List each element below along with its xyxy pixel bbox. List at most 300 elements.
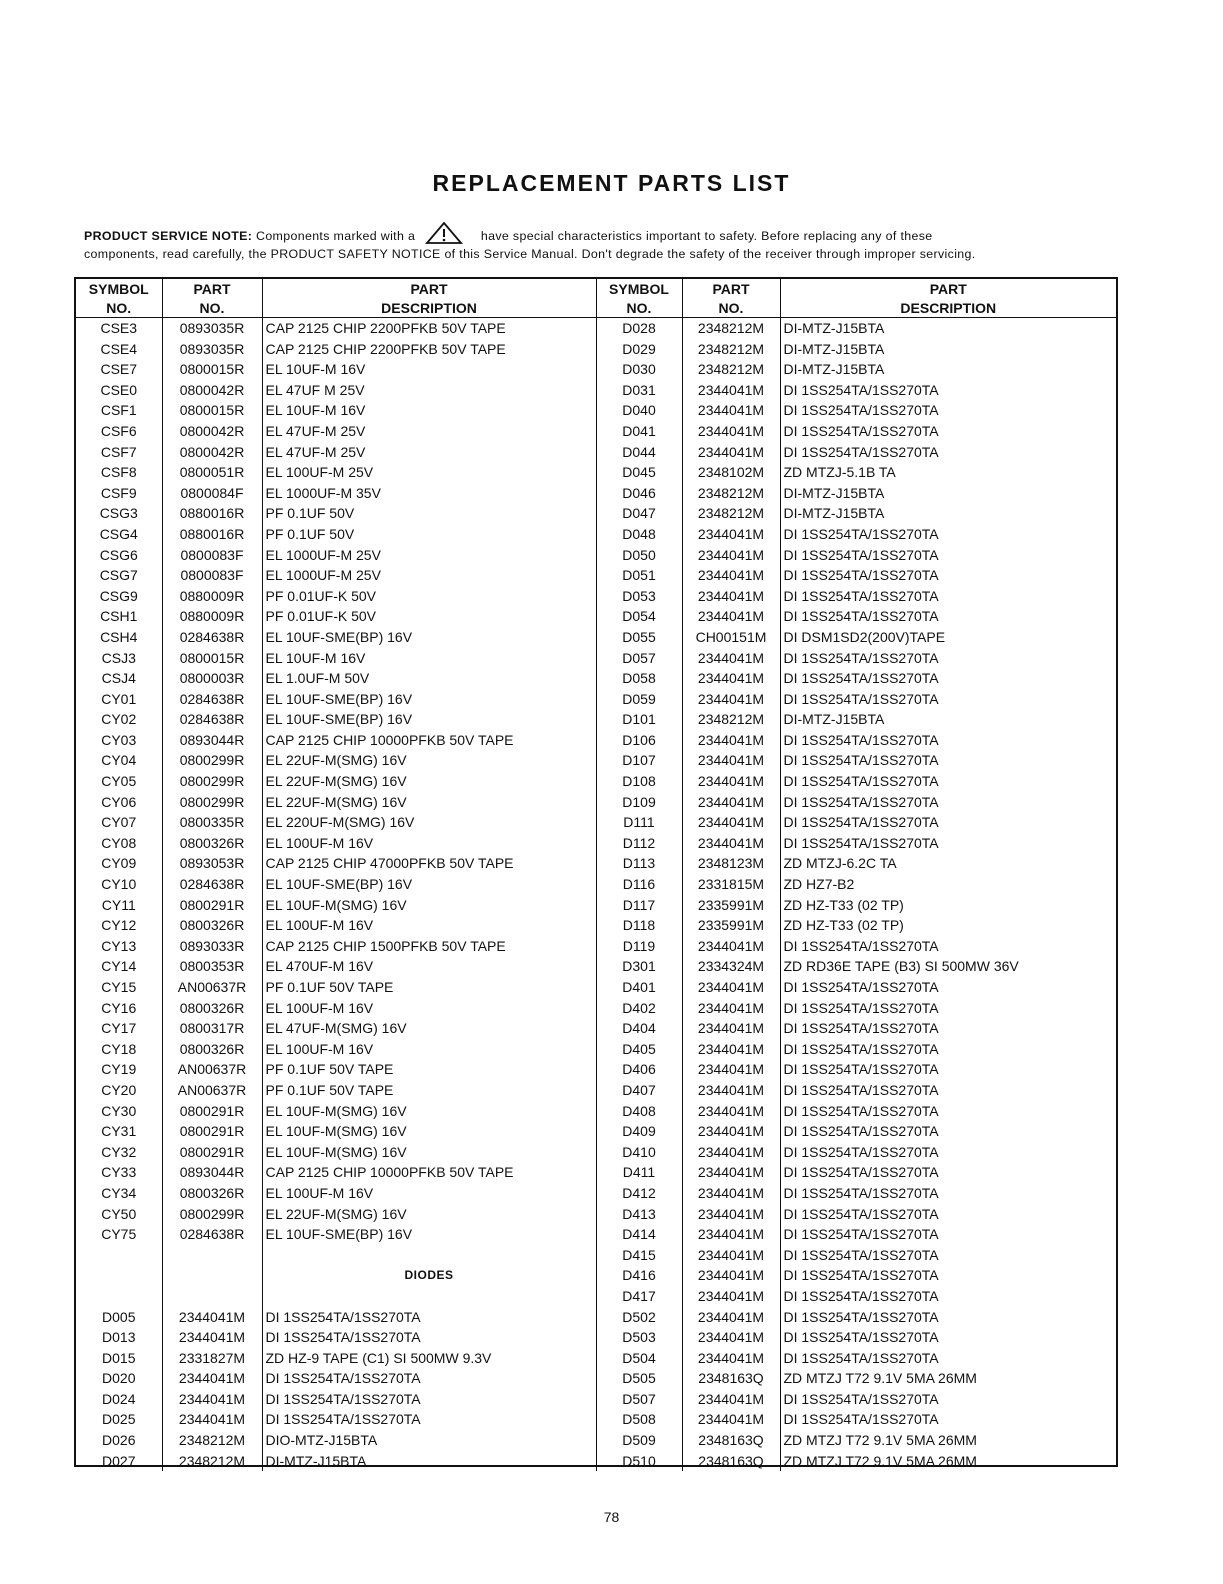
table-row bbox=[76, 1348, 1116, 1369]
part-no-cell: 2344041M bbox=[682, 1101, 780, 1122]
symbol-cell: CY33 bbox=[76, 1162, 162, 1183]
table-row bbox=[76, 483, 1116, 504]
part-no-cell: 0880016R bbox=[162, 503, 262, 524]
part-no-cell: 2348212M bbox=[162, 1430, 262, 1451]
description-cell: DI 1SS254TA/1SS270TA bbox=[783, 1143, 939, 1160]
description-cell: EL 10UF-M(SMG) 16V bbox=[262, 1121, 596, 1142]
description-cell: DI 1SS254TA/1SS270TA bbox=[783, 402, 939, 419]
table-row bbox=[76, 1265, 1116, 1286]
description-cell: DI 1SS254TA/1SS270TA bbox=[783, 1329, 939, 1346]
description-cell: DI 1SS254TA/1SS270TA bbox=[783, 1267, 939, 1284]
symbol-cell: D415 bbox=[596, 1245, 682, 1266]
symbol-cell: D301 bbox=[596, 956, 682, 977]
part-no-cell: 0800317R bbox=[162, 1018, 262, 1039]
table-row bbox=[76, 380, 1116, 401]
part-no-cell: 2348102M bbox=[682, 462, 780, 483]
description-cell: DI 1SS254TA/1SS270TA bbox=[783, 690, 939, 707]
description-cell: EL 10UF-M 16V bbox=[262, 648, 596, 669]
symbol-cell: D050 bbox=[596, 545, 682, 566]
part-no-cell: 2344041M bbox=[682, 1018, 780, 1039]
symbol-cell: D028 bbox=[596, 318, 682, 339]
description-cell: DI-MTZ-J15BTA bbox=[783, 340, 885, 357]
description-cell: EL 10UF-M(SMG) 16V bbox=[262, 1101, 596, 1122]
symbol-cell: D407 bbox=[596, 1080, 682, 1101]
table-row bbox=[76, 586, 1116, 607]
description-cell: DI 1SS254TA/1SS270TA bbox=[783, 834, 939, 851]
description-cell: DI 1SS254TA/1SS270TA bbox=[783, 1390, 939, 1407]
symbol-cell: D031 bbox=[596, 380, 682, 401]
part-no-cell: 2344041M bbox=[682, 689, 780, 710]
part-no-cell: 2348212M bbox=[682, 709, 780, 730]
part-no-cell: 2344041M bbox=[682, 1059, 780, 1080]
description-cell: DI 1SS254TA/1SS270TA bbox=[783, 1246, 939, 1263]
description-cell: DI 1SS254TA/1SS270TA bbox=[783, 1020, 939, 1037]
part-no-cell: 2344041M bbox=[682, 1039, 780, 1060]
description-cell: EL 10UF-SME(BP) 16V bbox=[262, 689, 596, 710]
symbol-cell: CY06 bbox=[76, 792, 162, 813]
description-cell: ZD MTZJ T72 9.1V 5MA 26MM bbox=[783, 1432, 977, 1449]
header-symbol-no: NO. bbox=[76, 298, 162, 318]
part-no-cell: 0284638R bbox=[162, 1224, 262, 1245]
service-note-text-before: Components marked with a bbox=[256, 229, 416, 243]
part-no-cell: 2348163Q bbox=[682, 1430, 780, 1451]
part-no-cell: 0800291R bbox=[162, 1121, 262, 1142]
symbol-cell: CSE3 bbox=[76, 318, 162, 339]
parts-table-frame bbox=[74, 277, 1118, 1467]
description-cell: DI 1SS254TA/1SS270TA bbox=[783, 1349, 939, 1366]
symbol-cell: CY14 bbox=[76, 956, 162, 977]
part-no-cell: AN00637R bbox=[162, 1059, 262, 1080]
description-cell: EL 100UF-M 16V bbox=[262, 1183, 596, 1204]
description-cell: DI 1SS254TA/1SS270TA bbox=[783, 1164, 939, 1181]
part-no-cell: 2344041M bbox=[682, 1121, 780, 1142]
header-row-1 bbox=[76, 279, 1116, 298]
warning-triangle-icon bbox=[425, 222, 463, 244]
description-cell: EL 100UF-M 16V bbox=[262, 1039, 596, 1060]
symbol-cell: CY31 bbox=[76, 1121, 162, 1142]
table-row bbox=[76, 998, 1116, 1019]
description-cell: EL 10UF-M 16V bbox=[262, 359, 596, 380]
symbol-cell: D059 bbox=[596, 689, 682, 710]
part-no-cell: 2344041M bbox=[682, 1245, 780, 1266]
description-cell: DI 1SS254TA/1SS270TA bbox=[783, 773, 939, 790]
part-no-cell: 2348212M bbox=[682, 503, 780, 524]
symbol-cell: CSH4 bbox=[76, 627, 162, 648]
part-no-cell: 2348212M bbox=[682, 359, 780, 380]
part-no-cell: 0880009R bbox=[162, 606, 262, 627]
part-no-cell: 0800299R bbox=[162, 792, 262, 813]
part-no-cell: 2344041M bbox=[682, 606, 780, 627]
section-heading: DIODES bbox=[262, 1265, 596, 1286]
part-no-cell: 0800291R bbox=[162, 895, 262, 916]
description-cell: CAP 2125 CHIP 47000PFKB 50V TAPE bbox=[262, 853, 596, 874]
part-no-cell: 2344041M bbox=[682, 1389, 780, 1410]
description-cell: DI 1SS254TA/1SS270TA bbox=[783, 1102, 939, 1119]
part-no-cell: 2348212M bbox=[162, 1451, 262, 1472]
symbol-cell: CSF8 bbox=[76, 462, 162, 483]
symbol-cell: D507 bbox=[596, 1389, 682, 1410]
header-description-right: DESCRIPTION bbox=[780, 298, 1116, 318]
table-row bbox=[76, 956, 1116, 977]
part-no-cell: 2344041M bbox=[682, 833, 780, 854]
description-cell: ZD MTZJ-6.2C TA bbox=[783, 855, 897, 872]
symbol-cell bbox=[76, 1245, 162, 1266]
description-cell: DI 1SS254TA/1SS270TA bbox=[783, 567, 939, 584]
description-cell: CAP 2125 CHIP 2200PFKB 50V TAPE bbox=[262, 318, 596, 339]
description-cell: DI 1SS254TA/1SS270TA bbox=[262, 1389, 596, 1410]
symbol-cell: CSF1 bbox=[76, 400, 162, 421]
symbol-cell: D410 bbox=[596, 1142, 682, 1163]
header-part-description: PART bbox=[262, 279, 596, 298]
part-no-cell: 0893035R bbox=[162, 339, 262, 360]
description-cell: DI 1SS254TA/1SS270TA bbox=[783, 752, 939, 769]
symbol-cell: D413 bbox=[596, 1204, 682, 1225]
header-part-no-right: PART bbox=[682, 279, 780, 298]
symbol-cell: CSE7 bbox=[76, 359, 162, 380]
table-row bbox=[76, 565, 1116, 586]
part-no-cell: AN00637R bbox=[162, 977, 262, 998]
part-no-cell: 2344041M bbox=[682, 1224, 780, 1245]
symbol-cell: CSG7 bbox=[76, 565, 162, 586]
symbol-cell: D046 bbox=[596, 483, 682, 504]
description-cell: ZD MTZJ T72 9.1V 5MA 26MM bbox=[783, 1452, 977, 1469]
table-row bbox=[76, 915, 1116, 936]
table-row bbox=[76, 1286, 1116, 1307]
description-cell: DI 1SS254TA/1SS270TA bbox=[783, 1287, 939, 1304]
part-no-cell: 0800083F bbox=[162, 545, 262, 566]
symbol-cell: CSJ4 bbox=[76, 668, 162, 689]
description-cell: PF 0.01UF-K 50V bbox=[262, 586, 596, 607]
symbol-cell: D051 bbox=[596, 565, 682, 586]
part-no-cell: 2344041M bbox=[682, 977, 780, 998]
description-cell: DI 1SS254TA/1SS270TA bbox=[262, 1368, 596, 1389]
part-no-cell: 2331815M bbox=[682, 874, 780, 895]
symbol-cell: D510 bbox=[596, 1451, 682, 1472]
description-cell: EL 47UF-M(SMG) 16V bbox=[262, 1018, 596, 1039]
description-cell: DI 1SS254TA/1SS270TA bbox=[783, 381, 939, 398]
symbol-cell: CY17 bbox=[76, 1018, 162, 1039]
description-cell: DI 1SS254TA/1SS270TA bbox=[783, 587, 939, 604]
description-cell: EL 10UF-SME(BP) 16V bbox=[262, 709, 596, 730]
part-no-cell: 2344041M bbox=[682, 1080, 780, 1101]
symbol-cell: CY50 bbox=[76, 1204, 162, 1225]
symbol-cell: D414 bbox=[596, 1224, 682, 1245]
symbol-cell: CY11 bbox=[76, 895, 162, 916]
part-no-cell: 2344041M bbox=[682, 586, 780, 607]
symbol-cell: D040 bbox=[596, 400, 682, 421]
description-cell: DI-MTZ-J15BTA bbox=[783, 711, 885, 728]
part-no-cell bbox=[162, 1286, 262, 1307]
description-cell bbox=[262, 1286, 596, 1307]
symbol-cell: D041 bbox=[596, 421, 682, 442]
table-row bbox=[76, 936, 1116, 957]
symbol-cell: D111 bbox=[596, 812, 682, 833]
symbol-cell: D119 bbox=[596, 936, 682, 957]
symbol-cell: CY15 bbox=[76, 977, 162, 998]
symbol-cell: CSG4 bbox=[76, 524, 162, 545]
symbol-cell: CSJ3 bbox=[76, 648, 162, 669]
table-row bbox=[76, 1162, 1116, 1183]
description-cell: DI-MTZ-J15BTA bbox=[783, 361, 885, 378]
description-cell: DI 1SS254TA/1SS270TA bbox=[783, 1184, 939, 1201]
symbol-cell: D113 bbox=[596, 853, 682, 874]
part-no-cell: 2344041M bbox=[682, 1265, 780, 1286]
symbol-cell: D030 bbox=[596, 359, 682, 380]
table-row bbox=[76, 606, 1116, 627]
symbol-cell: D402 bbox=[596, 998, 682, 1019]
part-no-cell: 0800015R bbox=[162, 359, 262, 380]
service-note-label: PRODUCT SERVICE NOTE: bbox=[84, 229, 253, 243]
symbol-cell: CY32 bbox=[76, 1142, 162, 1163]
part-no-cell: 2344041M bbox=[682, 380, 780, 401]
part-no-cell: 0800042R bbox=[162, 380, 262, 401]
symbol-cell: CSE4 bbox=[76, 339, 162, 360]
description-cell: ZD HZ7-B2 bbox=[783, 876, 855, 893]
part-no-cell: 0800042R bbox=[162, 442, 262, 463]
description-cell: DI DSM1SD2(200V)TAPE bbox=[783, 628, 946, 645]
table-row bbox=[76, 1183, 1116, 1204]
header-part-no: PART bbox=[162, 279, 262, 298]
table-row bbox=[76, 874, 1116, 895]
part-no-cell: 0893033R bbox=[162, 936, 262, 957]
symbol-cell: D047 bbox=[596, 503, 682, 524]
part-no-cell: 2348212M bbox=[682, 339, 780, 360]
part-no-cell: 0800299R bbox=[162, 771, 262, 792]
description-cell: DI 1SS254TA/1SS270TA bbox=[783, 670, 939, 687]
part-no-cell: 0800326R bbox=[162, 998, 262, 1019]
part-no-cell: 0800015R bbox=[162, 648, 262, 669]
table-row bbox=[76, 709, 1116, 730]
symbol-cell: CY07 bbox=[76, 812, 162, 833]
symbol-cell: D058 bbox=[596, 668, 682, 689]
table-row bbox=[76, 668, 1116, 689]
table-row bbox=[76, 853, 1116, 874]
table-row bbox=[76, 1389, 1116, 1410]
description-cell: DI 1SS254TA/1SS270TA bbox=[783, 999, 939, 1016]
part-no-cell: 2344041M bbox=[682, 648, 780, 669]
description-cell: EL 10UF-M(SMG) 16V bbox=[262, 895, 596, 916]
header-row-2 bbox=[76, 298, 1116, 318]
part-no-cell: 0800042R bbox=[162, 421, 262, 442]
part-no-cell: 2348212M bbox=[682, 483, 780, 504]
symbol-cell: CY16 bbox=[76, 998, 162, 1019]
table-row bbox=[76, 1327, 1116, 1348]
description-cell: EL 1000UF-M 25V bbox=[262, 545, 596, 566]
description-cell: ZD HZ-T33 (02 TP) bbox=[783, 896, 904, 913]
table-row bbox=[76, 1059, 1116, 1080]
part-no-cell: 0800299R bbox=[162, 750, 262, 771]
part-no-cell: 2344041M bbox=[682, 1409, 780, 1430]
description-cell: ZD HZ-9 TAPE (C1) SI 500MW 9.3V bbox=[262, 1348, 596, 1369]
symbol-cell: CY20 bbox=[76, 1080, 162, 1101]
description-cell bbox=[262, 1245, 596, 1266]
description-cell: EL 10UF-M(SMG) 16V bbox=[262, 1142, 596, 1163]
symbol-cell: D045 bbox=[596, 462, 682, 483]
part-no-cell: 0800326R bbox=[162, 915, 262, 936]
symbol-cell: D107 bbox=[596, 750, 682, 771]
part-no-cell: 2344041M bbox=[682, 442, 780, 463]
symbol-cell: D025 bbox=[76, 1409, 162, 1430]
description-cell: DI 1SS254TA/1SS270TA bbox=[783, 814, 939, 831]
table-row bbox=[76, 1039, 1116, 1060]
part-no-cell: 2344041M bbox=[682, 1183, 780, 1204]
part-no-cell: 2344041M bbox=[682, 524, 780, 545]
table-row bbox=[76, 524, 1116, 545]
part-no-cell: 2344041M bbox=[682, 792, 780, 813]
symbol-cell: D412 bbox=[596, 1183, 682, 1204]
description-cell: DI 1SS254TA/1SS270TA bbox=[783, 546, 939, 563]
symbol-cell: D118 bbox=[596, 915, 682, 936]
header-symbol: SYMBOL bbox=[76, 279, 162, 298]
description-cell: CAP 2125 CHIP 2200PFKB 50V TAPE bbox=[262, 339, 596, 360]
symbol-cell: D401 bbox=[596, 977, 682, 998]
table-row bbox=[76, 977, 1116, 998]
table-row bbox=[76, 648, 1116, 669]
part-no-cell: 0800326R bbox=[162, 833, 262, 854]
symbol-cell: D106 bbox=[596, 730, 682, 751]
part-no-cell: 2344041M bbox=[682, 771, 780, 792]
description-cell: DI-MTZ-J15BTA bbox=[783, 484, 885, 501]
symbol-cell: D057 bbox=[596, 648, 682, 669]
symbol-cell: D109 bbox=[596, 792, 682, 813]
symbol-cell: D044 bbox=[596, 442, 682, 463]
description-cell: DI 1SS254TA/1SS270TA bbox=[262, 1409, 596, 1430]
part-no-cell: 2331827M bbox=[162, 1348, 262, 1369]
symbol-cell: CSF9 bbox=[76, 483, 162, 504]
table-row bbox=[76, 771, 1116, 792]
symbol-cell: D411 bbox=[596, 1162, 682, 1183]
symbol-cell: D417 bbox=[596, 1286, 682, 1307]
table-row bbox=[76, 833, 1116, 854]
part-no-cell: 2348163Q bbox=[682, 1451, 780, 1472]
table-row bbox=[76, 812, 1116, 833]
symbol-cell: D405 bbox=[596, 1039, 682, 1060]
description-cell: EL 220UF-M(SMG) 16V bbox=[262, 812, 596, 833]
table-row bbox=[76, 1307, 1116, 1328]
part-no-cell: 0893053R bbox=[162, 853, 262, 874]
table-row bbox=[76, 792, 1116, 813]
symbol-cell: CY19 bbox=[76, 1059, 162, 1080]
part-no-cell: 2344041M bbox=[682, 1142, 780, 1163]
symbol-cell: CY03 bbox=[76, 730, 162, 751]
symbol-cell: D054 bbox=[596, 606, 682, 627]
part-no-cell: 0893035R bbox=[162, 318, 262, 339]
parts-table bbox=[76, 279, 1116, 1471]
part-no-cell: AN00637R bbox=[162, 1080, 262, 1101]
description-cell: DI 1SS254TA/1SS270TA bbox=[783, 1040, 939, 1057]
table-row bbox=[76, 730, 1116, 751]
description-cell: DI 1SS254TA/1SS270TA bbox=[262, 1327, 596, 1348]
table-row bbox=[76, 1142, 1116, 1163]
table-row bbox=[76, 503, 1116, 524]
table-row bbox=[76, 895, 1116, 916]
symbol-cell: CY30 bbox=[76, 1101, 162, 1122]
part-no-cell: 2335991M bbox=[682, 895, 780, 916]
description-cell: PF 0.01UF-K 50V bbox=[262, 606, 596, 627]
description-cell: ZD HZ-T33 (02 TP) bbox=[783, 917, 904, 934]
description-cell: DI 1SS254TA/1SS270TA bbox=[783, 731, 939, 748]
part-no-cell: 0284638R bbox=[162, 874, 262, 895]
symbol-cell: CY08 bbox=[76, 833, 162, 854]
part-no-cell: 2335991M bbox=[682, 915, 780, 936]
header-symbol-no-right: NO. bbox=[596, 298, 682, 318]
table-row bbox=[76, 462, 1116, 483]
symbol-cell: D027 bbox=[76, 1451, 162, 1472]
description-cell: PF 0.1UF 50V bbox=[262, 524, 596, 545]
symbol-cell bbox=[76, 1286, 162, 1307]
description-cell: EL 47UF-M 25V bbox=[262, 442, 596, 463]
description-cell: EL 10UF-SME(BP) 16V bbox=[262, 627, 596, 648]
table-row bbox=[76, 1409, 1116, 1430]
part-no-cell: 0800291R bbox=[162, 1101, 262, 1122]
description-cell: CAP 2125 CHIP 10000PFKB 50V TAPE bbox=[262, 730, 596, 751]
part-no-cell: CH00151M bbox=[682, 627, 780, 648]
table-row bbox=[76, 1430, 1116, 1451]
symbol-cell: D505 bbox=[596, 1368, 682, 1389]
part-no-cell: 2344041M bbox=[682, 1204, 780, 1225]
table-row bbox=[76, 1080, 1116, 1101]
part-no-cell: 2344041M bbox=[162, 1368, 262, 1389]
symbol-cell: CY18 bbox=[76, 1039, 162, 1060]
symbol-cell: CSG6 bbox=[76, 545, 162, 566]
symbol-cell: D408 bbox=[596, 1101, 682, 1122]
symbol-cell: D112 bbox=[596, 833, 682, 854]
symbol-cell bbox=[76, 1265, 162, 1286]
symbol-cell: CSG3 bbox=[76, 503, 162, 524]
part-no-cell: 2344041M bbox=[682, 1286, 780, 1307]
header-part-no-no-right: NO. bbox=[682, 298, 780, 318]
description-cell: ZD MTZJ-5.1B TA bbox=[783, 464, 896, 481]
part-no-cell: 2344041M bbox=[682, 668, 780, 689]
description-cell: DI-MTZ-J15BTA bbox=[783, 505, 885, 522]
symbol-cell: CSE0 bbox=[76, 380, 162, 401]
part-no-cell: 2344041M bbox=[162, 1307, 262, 1328]
part-no-cell: 0800326R bbox=[162, 1039, 262, 1060]
table-row bbox=[76, 1245, 1116, 1266]
part-no-cell: 2348212M bbox=[682, 318, 780, 339]
symbol-cell: D117 bbox=[596, 895, 682, 916]
part-no-cell: 2344041M bbox=[162, 1389, 262, 1410]
symbol-cell: D055 bbox=[596, 627, 682, 648]
description-cell: DI 1SS254TA/1SS270TA bbox=[783, 793, 939, 810]
table-row bbox=[76, 400, 1116, 421]
description-cell: CAP 2125 CHIP 1500PFKB 50V TAPE bbox=[262, 936, 596, 957]
symbol-cell: CY12 bbox=[76, 915, 162, 936]
symbol-cell: D404 bbox=[596, 1018, 682, 1039]
description-cell: EL 470UF-M 16V bbox=[262, 956, 596, 977]
parts-table-body bbox=[76, 318, 1116, 1472]
symbol-cell: D053 bbox=[596, 586, 682, 607]
table-row bbox=[76, 359, 1116, 380]
symbol-cell: D502 bbox=[596, 1307, 682, 1328]
symbol-cell: D508 bbox=[596, 1409, 682, 1430]
description-cell: EL 1.0UF-M 50V bbox=[262, 668, 596, 689]
part-no-cell: 2334324M bbox=[682, 956, 780, 977]
table-row bbox=[76, 627, 1116, 648]
description-cell: EL 100UF-M 16V bbox=[262, 915, 596, 936]
part-no-cell: 2348163Q bbox=[682, 1368, 780, 1389]
part-no-cell: 2344041M bbox=[682, 730, 780, 751]
symbol-cell: CSG9 bbox=[76, 586, 162, 607]
description-cell: DI-MTZ-J15BTA bbox=[262, 1451, 596, 1472]
part-no-cell: 2344041M bbox=[682, 998, 780, 1019]
description-cell: DI 1SS254TA/1SS270TA bbox=[783, 443, 939, 460]
symbol-cell: CY02 bbox=[76, 709, 162, 730]
part-no-cell: 0284638R bbox=[162, 709, 262, 730]
page-number: 78 bbox=[603, 1509, 620, 1525]
description-cell: EL 100UF-M 16V bbox=[262, 998, 596, 1019]
part-no-cell: 0284638R bbox=[162, 689, 262, 710]
